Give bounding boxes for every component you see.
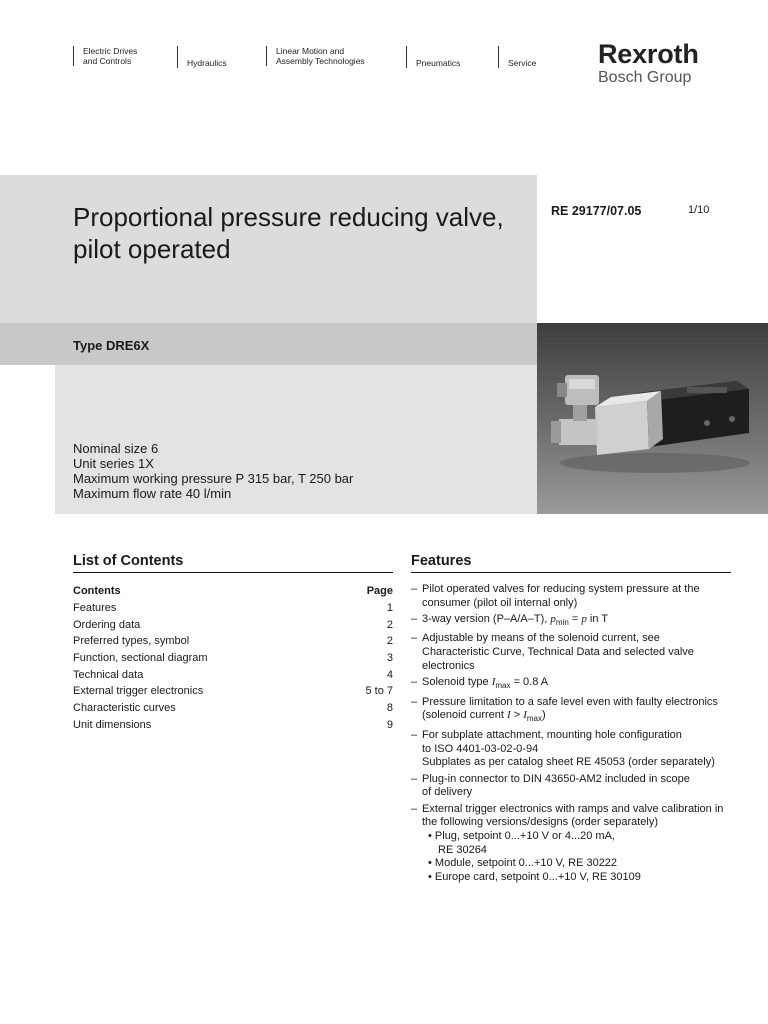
toc-row-label: Technical data xyxy=(73,668,144,681)
subscript-max: max xyxy=(526,714,543,724)
symbol-p: p xyxy=(550,613,556,625)
toc-row[interactable] xyxy=(73,600,393,617)
feature-text-part: (solenoid current xyxy=(422,709,507,722)
nav-item-linear-motion[interactable]: Linear Motion and Assembly Technologies xyxy=(266,46,365,66)
toc-row[interactable] xyxy=(73,617,393,634)
features-heading: Features xyxy=(411,553,731,573)
nav-item-pneumatics-label: Pneumatics xyxy=(416,58,461,68)
subscript-max: max xyxy=(495,681,511,691)
feature-dash: – xyxy=(411,613,418,625)
feature-subitem: • Plug, setpoint 0...+10 V or 4...20 mA, xyxy=(428,829,615,842)
feature-dash: – xyxy=(411,676,418,689)
nav-item-pneumatics[interactable] xyxy=(406,46,460,68)
toc-row-page: 9 xyxy=(386,718,393,731)
spec-unit-series: Unit series 1X xyxy=(73,456,154,471)
feature-text-part: > xyxy=(510,709,524,722)
feature-text: Adjustable by means of the solenoid current, see xyxy=(422,632,660,645)
symbol-i: I xyxy=(491,676,496,689)
nav-item-service[interactable] xyxy=(498,46,536,68)
symbol-i: I xyxy=(507,709,511,722)
top-navigation xyxy=(0,0,768,100)
symbol-i: I xyxy=(523,709,527,722)
toc-col-page: Page xyxy=(366,585,393,597)
toc-row-label: Features xyxy=(73,602,117,614)
toc-row-label: External trigger electronics xyxy=(73,685,204,698)
nav-item-service-label: Service xyxy=(508,58,537,68)
feature-text: the following versions/designs (order separately) xyxy=(422,816,659,829)
page-number xyxy=(688,204,709,216)
logo-sub-text: Bosch Group xyxy=(598,69,692,86)
toc-row-label: Characteristic curves xyxy=(73,702,176,715)
spec-max-flow: Maximum flow rate 40 l/min xyxy=(73,486,232,501)
feature-text-part: = 0.8 A xyxy=(510,676,549,689)
feature-text-part: 3-way version (P–A/A–T), xyxy=(422,613,551,625)
nav-item-hydraulics[interactable] xyxy=(177,46,227,68)
toc-row-label: Function, sectional diagram xyxy=(73,652,208,665)
feature-text-part: in T xyxy=(586,613,609,625)
feature-item xyxy=(411,613,736,630)
logo-main-text: Rexroth xyxy=(598,39,699,69)
valve-illustration xyxy=(537,323,768,514)
toc-row-page: 2 xyxy=(386,635,393,648)
feature-text xyxy=(422,613,736,630)
spec-max-pressure: Maximum working pressure P 315 bar, T 250 bar xyxy=(73,471,354,486)
toc-row-label: Unit dimensions xyxy=(73,718,152,731)
feature-text: Plug-in connector to DIN 43650-AM2 included in scope xyxy=(422,772,690,785)
type-label: Type DRE6X xyxy=(73,338,150,353)
feature-text: of delivery xyxy=(422,786,473,799)
feature-item xyxy=(411,696,736,727)
toc-row[interactable] xyxy=(73,717,393,734)
toc-heading: List of Contents xyxy=(73,553,393,573)
feature-subitem: • Module, setpoint 0...+10 V, RE 30222 xyxy=(428,857,618,870)
toc-row-label: Preferred types, symbol xyxy=(73,635,190,648)
toc-row[interactable] xyxy=(73,683,393,700)
toc-row[interactable] xyxy=(73,650,393,667)
feature-text: Subplates as per catalog sheet RE 45053 (order separately) xyxy=(422,756,715,769)
symbol-p: p xyxy=(581,613,587,625)
feature-text: Pilot operated valves for reducing system pressure at the xyxy=(422,583,700,595)
nav-item-electric-drives[interactable]: Electric Drives and Controls xyxy=(73,46,137,66)
toc-row-page: 1 xyxy=(386,602,393,614)
nav-item-hydraulics-label: Hydraulics xyxy=(187,58,227,68)
feature-item xyxy=(411,803,736,885)
spec-list xyxy=(73,441,353,501)
toc-row-page: 8 xyxy=(386,702,393,715)
feature-dash: – xyxy=(411,728,418,741)
feature-text: External trigger electronics with ramps and valve calibration in xyxy=(422,802,724,815)
toc-row[interactable] xyxy=(73,700,393,717)
feature-sublist xyxy=(422,830,736,885)
feature-item xyxy=(411,773,736,800)
feature-subitem: • Europe card, setpoint 0...+10 V, RE 30109 xyxy=(428,871,641,884)
feature-item xyxy=(411,729,736,770)
toc-row-label: Ordering data xyxy=(73,618,141,631)
toc-row[interactable] xyxy=(73,633,393,650)
features-list xyxy=(411,583,736,887)
feature-text: to ISO 4401-03-02-0-94 xyxy=(422,742,539,755)
feature-item xyxy=(411,676,736,693)
page-title: Proportional pressure reducing valve, pilot operated xyxy=(73,202,504,264)
toc-row-page: 4 xyxy=(386,668,393,681)
feature-item xyxy=(411,632,736,673)
feature-dash: – xyxy=(411,632,418,645)
toc-row-page: 3 xyxy=(386,652,393,665)
feature-dash: – xyxy=(411,802,418,815)
product-photo xyxy=(537,323,768,514)
page-current: 1 xyxy=(688,204,695,216)
toc-header-row xyxy=(73,583,393,600)
toc-col-contents: Contents xyxy=(73,585,121,597)
feature-dash: – xyxy=(411,695,418,708)
feature-dash: – xyxy=(411,583,418,595)
spec-nominal-size: Nominal size 6 xyxy=(73,441,159,456)
feature-text-part: = xyxy=(568,613,582,625)
feature-text xyxy=(422,676,736,693)
feature-subitem-cont: RE 30264 xyxy=(438,843,487,856)
feature-dash: – xyxy=(411,772,418,785)
subscript-min: min xyxy=(555,618,569,628)
feature-text xyxy=(422,709,736,726)
feature-text: electronics xyxy=(422,659,475,672)
feature-item xyxy=(411,583,736,610)
document-reference: RE 29177/07.05 xyxy=(551,204,642,218)
feature-text-part: Solenoid type xyxy=(422,676,492,689)
feature-text: Pressure limitation to a safe level even with faulty electronics xyxy=(422,695,718,708)
page-total: /10 xyxy=(694,204,710,216)
feature-text: consumer (pilot oil internal only) xyxy=(422,596,578,609)
feature-text-part: ) xyxy=(542,709,546,722)
feature-text: For subplate attachment, mounting hole configuration xyxy=(422,728,682,741)
toc-row-page: 2 xyxy=(386,618,393,631)
toc-row-page: 5 to 7 xyxy=(365,685,393,698)
feature-text: Characteristic Curve, Technical Data and selected valve xyxy=(422,646,694,659)
rexroth-logo xyxy=(598,40,699,86)
toc-row[interactable] xyxy=(73,667,393,684)
table-of-contents xyxy=(73,583,393,734)
